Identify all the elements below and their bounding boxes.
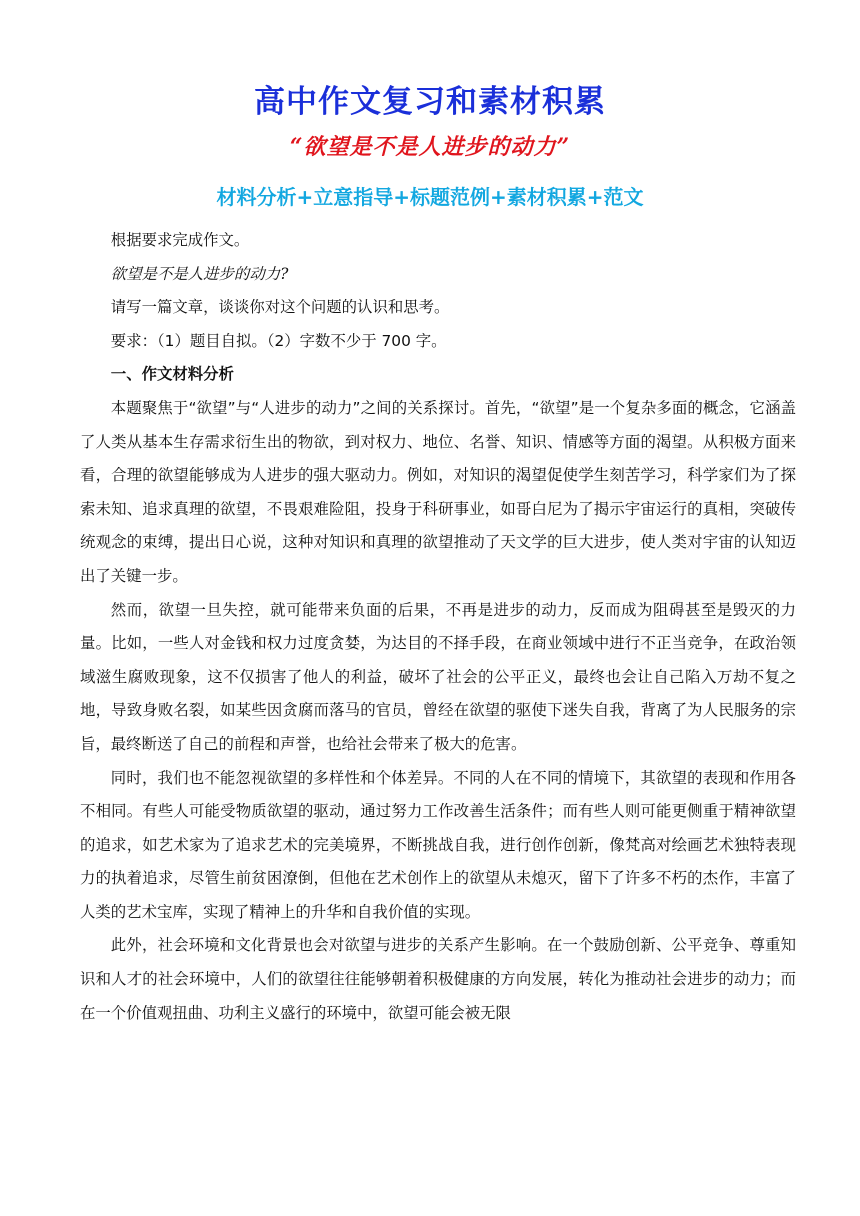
prompt-question: 欲望是不是人进步的动力? (110, 264, 289, 283)
document-body (80, 224, 796, 1030)
prompt-requirements: 要求：（1）题目自拟。（2）字数不少于 700 字。 (110, 331, 447, 350)
prompt-instruction: 根据要求完成作文。 (110, 231, 250, 249)
body-paragraph: 本题聚焦于“欲望”与“人进步的动力”之间的关系探讨。首先，“欲望”是一个复杂多面的概念，它涵盖了人类从基本生存需求衍生出的物欲，到对权力、地位、名誉、知识、情感等方面的渴望。从积极方面来看，合理的欲望能够成为人进步的强大驱动力。例如，对知识的渴望促使学生刻苦学习，科学家们为了探索未知、追求真理的欲望，不畏艰难险阻，投身于科研事业，如哥白尼为了揭示宇宙运行的真相，突破传统观念的束缚，提出日心说，这种对知识和真理的欲望推动了天文学的巨大进步，使人类对宇宙的认知迈出了关键一步。 (80, 398, 796, 585)
body-paragraph: 然而，欲望一旦失控，就可能带来负面的后果，不再是进步的动力，反而成为阻碍甚至是毁灭的力量。比如，一些人对金钱和权力过度贪婪，为达目的不择手段，在商业领域中进行不正当竞争，在政治领域滋生腐败现象，这不仅损害了他人的利益，破坏了社会的公平正义，最终也会让自己陷入万劫不复之地，导致身败名裂，如某些因贪腐而落马的官员，曾经在欲望的驱使下迷失自我，背离了为人民服务的宗旨，最终断送了自己的前程和声誉，也给社会带来了极大的危害。 (80, 600, 796, 753)
body-paragraph: 同时，我们也不能忽视欲望的多样性和个体差异。不同的人在不同的情境下，其欲望的表现和作用各不相同。有些人可能受物质欲望的驱动，通过努力工作改善生活条件；而有些人则可能更侧重于精神欲望的追求，如艺术家为了追求艺术的完美境界，不断挑战自我，进行创作创新，像梵高对绘画艺术独特表现力的执着追求，尽管生前贫困潦倒，但他在艺术创作上的欲望从未熄灭，留下了许多不朽的杰作，丰富了人类的艺术宝库，实现了精神上的升华和自我价值的实现。 (80, 768, 796, 921)
section-banner: 材料分析+立意指导+标题范例+素材积累+范文 (216, 185, 644, 209)
prompt-task: 请写一篇文章，谈谈你对这个问题的认识和思考。 (110, 298, 450, 317)
page-subtitle: “欲望是不是人进步的动力” (289, 134, 571, 160)
body-paragraph: 此外，社会环境和文化背景也会对欲望与进步的关系产生影响。在一个鼓励创新、公平竞争、尊重知识和人才的社会环境中，人们的欲望往往能够朝着积极健康的方向发展，转化为推动社会进步的动力；而在一个价值观扭曲、功利主义盛行的环境中，欲望可能会被无限 (80, 936, 796, 1022)
section-heading: 一、作文材料分析 (110, 365, 234, 384)
page-title: 高中作文复习和素材积累 (254, 84, 606, 120)
